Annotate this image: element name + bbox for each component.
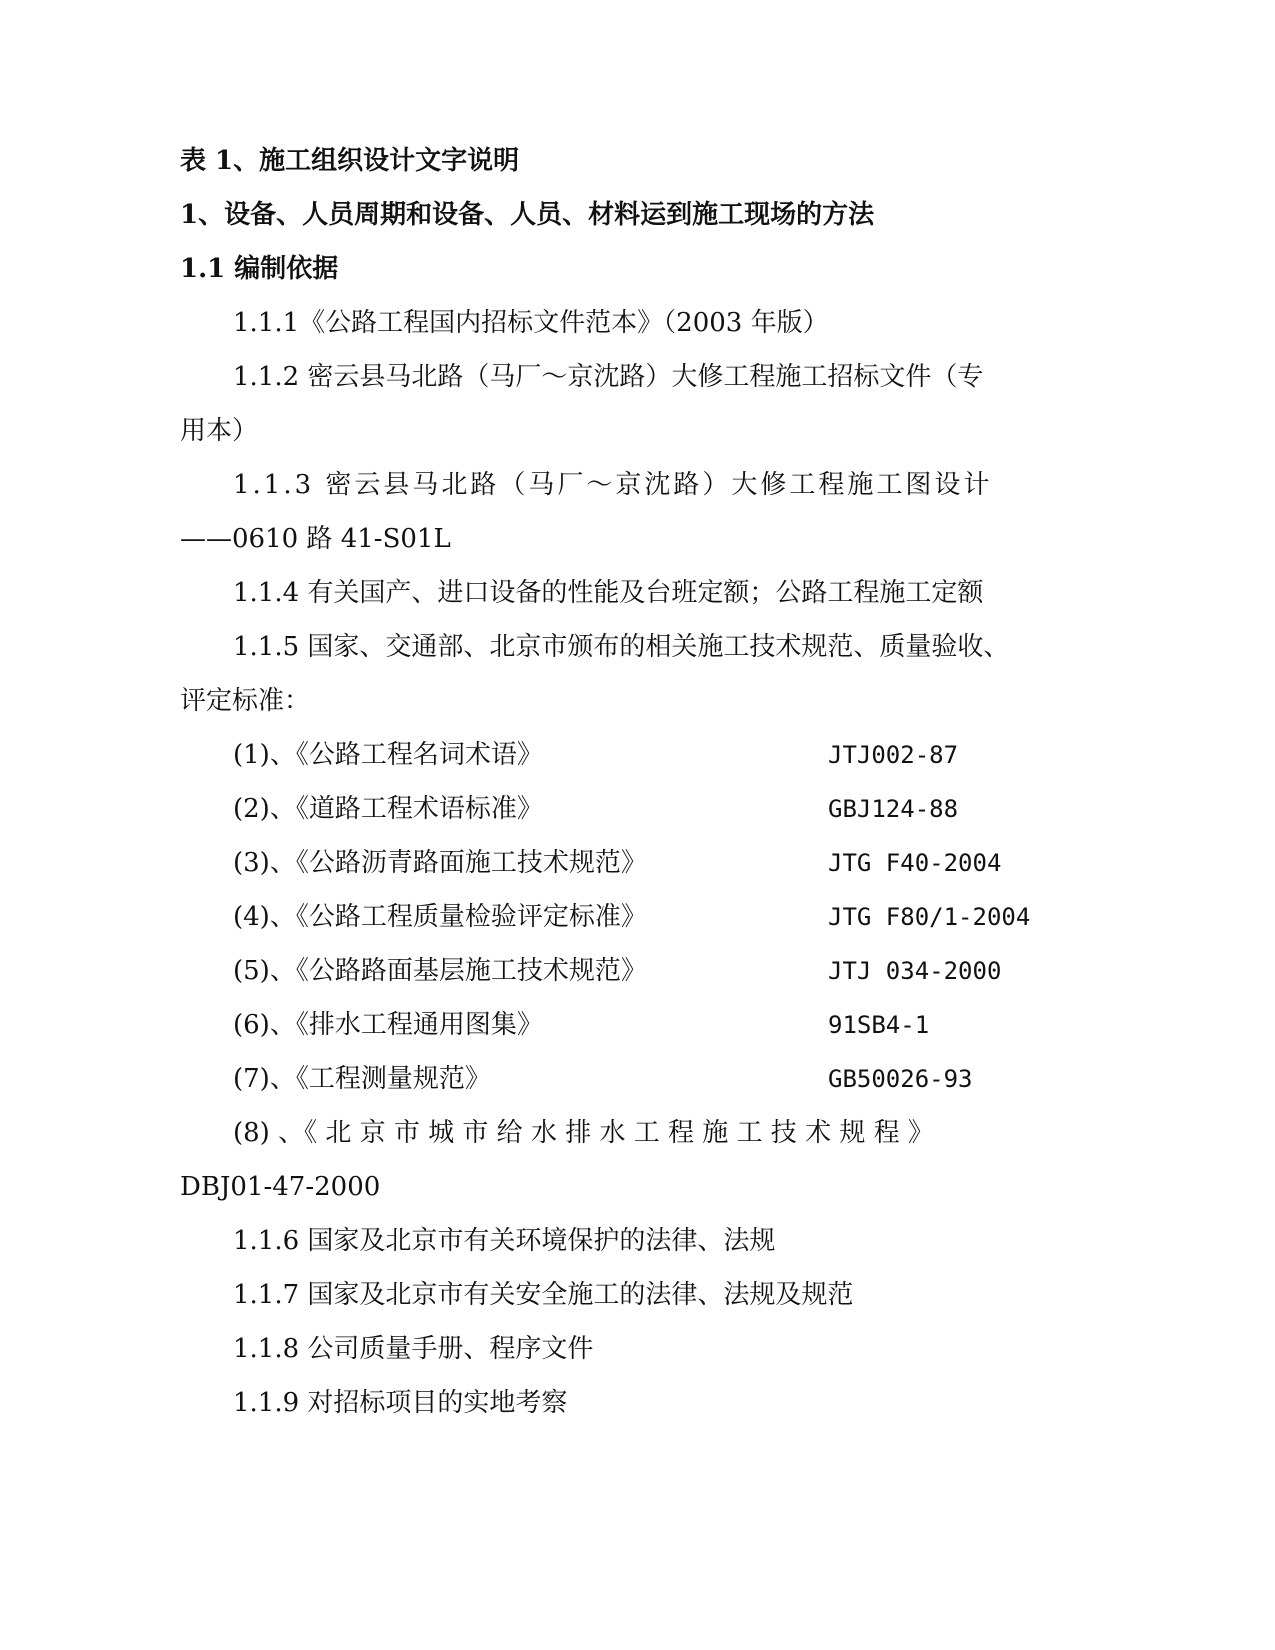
basis-item-5-line1: 1.1.5 国家、交通部、北京市颁布的相关施工技术规范、质量验收、 [233, 632, 1010, 662]
basis-item-9: 1.1.9 对招标项目的实地考察 [233, 1388, 568, 1418]
standard-3-name: (3)、《公路沥青路面施工技术规范》 [233, 848, 647, 878]
standard-2-name: (2)、《道路工程术语标准》 [233, 794, 543, 824]
standard-4-name: (4)、《公路工程质量检验评定标准》 [233, 902, 647, 932]
standard-4-code: JTG F80/1-2004 [828, 903, 1031, 931]
standard-7-name: (7)、《工程测量规范》 [233, 1064, 491, 1094]
basis-item-7: 1.1.7 国家及北京市有关安全施工的法律、法规及规范 [233, 1280, 854, 1310]
standard-8-line2: DBJ01-47-2000 [180, 1172, 381, 1202]
subsection-title: 1.1 编制依据 [180, 254, 339, 284]
basis-item-2-line1: 1.1.2 密云县马北路（马厂～京沈路）大修工程施工招标文件（专 [233, 362, 984, 392]
basis-item-1: 1.1.1《公路工程国内招标文件范本》（2003 年版） [233, 308, 829, 338]
table-title: 表 1、施工组织设计文字说明 [180, 146, 520, 176]
standard-7-code: GB50026-93 [828, 1065, 973, 1093]
standard-6-code: 91SB4-1 [828, 1011, 930, 1039]
standard-5-name: (5)、《公路路面基层施工技术规范》 [233, 956, 647, 986]
section-title: 1、设备、人员周期和设备、人员、材料运到施工现场的方法 [180, 200, 875, 230]
basis-item-2-line2: 用本） [180, 416, 259, 446]
standard-6-name: (6)、《排水工程通用图集》 [233, 1010, 543, 1040]
standard-1-code: JTJ002-87 [828, 741, 959, 769]
basis-item-5-line2: 评定标准： [180, 686, 311, 716]
basis-item-6: 1.1.6 国家及北京市有关环境保护的法律、法规 [233, 1226, 776, 1256]
basis-item-4: 1.1.4 有关国产、进口设备的性能及台班定额；公路工程施工定额 [233, 578, 984, 608]
standard-8-line1: (8) 、《 北 京 市 城 市 给 水 排 水 工 程 施 工 技 术 规 程 》 [233, 1118, 934, 1148]
basis-item-8: 1.1.8 公司质量手册、程序文件 [233, 1334, 594, 1364]
standard-3-code: JTG F40-2004 [828, 849, 1002, 877]
basis-item-3-line1: 1.1.3 密云县马北路（马厂～京沈路）大修工程施工图设计 [233, 470, 993, 500]
standard-2-code: GBJ124-88 [828, 795, 959, 823]
standard-1-name: (1)、《公路工程名词术语》 [233, 740, 543, 770]
basis-item-3-line2: ——0610 路 41-S01L [180, 524, 451, 554]
standard-5-code: JTJ 034-2000 [828, 957, 1002, 985]
